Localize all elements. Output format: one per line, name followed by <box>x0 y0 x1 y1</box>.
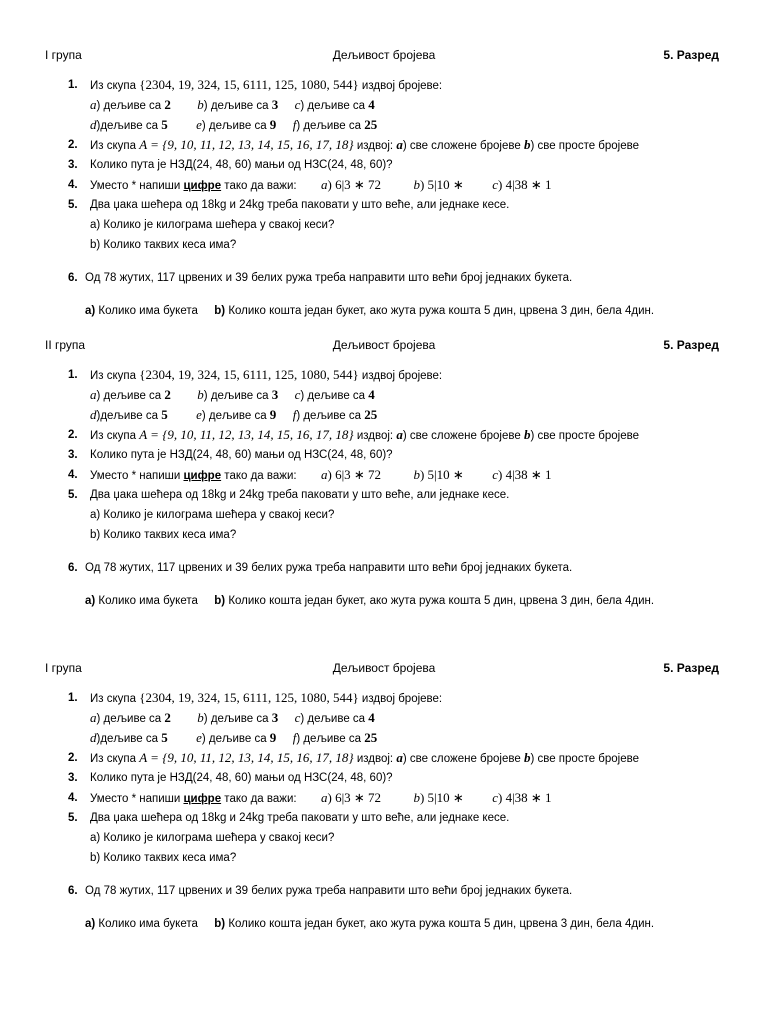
number-set: {2304, 19, 324, 15, 6111, 125, 1080, 544} <box>139 690 359 705</box>
group-label: I група <box>45 48 82 62</box>
question-5a: a) Колико је килограма шећера у свакој кеси? <box>90 832 335 844</box>
question-5b: b) Колико таквих кеса има? <box>90 852 237 864</box>
question-6: Од 78 жутих, 117 црвених и 39 белих ружа треба направити што већи број једнаких букета. <box>85 272 573 284</box>
item-number: 6. <box>68 885 78 897</box>
item-number: 5. <box>68 199 78 211</box>
question-5b: b) Колико таквих кеса има? <box>90 239 237 251</box>
item-number: 2. <box>68 752 78 764</box>
item-number: 5. <box>68 812 78 824</box>
question-4: Уместо * напиши цифре тако да важи: a) 6|3 ∗ 72 b) 5|10 ∗ c) 4|38 ∗ 1 <box>90 177 552 192</box>
worksheet-block-2 <box>0 338 768 638</box>
item-number: 1. <box>68 692 78 704</box>
set-a: A = {9, 10, 11, 12, 13, 14, 15, 16, 17, 18} <box>139 427 354 442</box>
grade-label: 5. Разред <box>663 661 719 675</box>
grade-label: 5. Разред <box>663 338 719 352</box>
item-number: 3. <box>68 449 78 461</box>
question-6-subparts: a) Колико има букета b) Колико кошта један букет, ако жута ружа кошта 5 дин, црвена 3 дин, бела 4дин. <box>85 918 655 930</box>
question-1: Из скупа {2304, 19, 324, 15, 6111, 125, 1080, 544} издвој бројеве: <box>90 77 443 92</box>
item-number: 4. <box>68 469 78 481</box>
question-1: Из скупа {2304, 19, 324, 15, 6111, 125, 1080, 544} издвој бројеве: <box>90 690 443 705</box>
question-2: Из скупа A = {9, 10, 11, 12, 13, 14, 15, 16, 17, 18} издвој: a) све сложене бројеве b) све просте бројеве <box>90 137 640 152</box>
worksheet-block-3 <box>0 661 768 961</box>
group-label: I група <box>45 661 82 675</box>
question-2: Из скупа A = {9, 10, 11, 12, 13, 14, 15, 16, 17, 18} издвој: a) све сложене бројеве b) све просте бројеве <box>90 427 640 442</box>
question-3: Колико пута је НЗД(24, 48, 60) мањи од НЗС(24, 48, 60)? <box>90 449 393 461</box>
question-6-subparts: a) Колико има букета b) Колико кошта један букет, ако жута ружа кошта 5 дин, црвена 3 дин, бела 4дин. <box>85 595 655 607</box>
question-1-options-row-2: d)дељиве са 5 e) дељиве са 9 f) дељиве са 25 <box>90 407 378 422</box>
question-3: Колико пута је НЗД(24, 48, 60) мањи од НЗС(24, 48, 60)? <box>90 159 393 171</box>
question-4: Уместо * напиши цифре тако да важи: a) 6|3 ∗ 72 b) 5|10 ∗ c) 4|38 ∗ 1 <box>90 790 552 805</box>
worksheet-block-1 <box>0 48 768 348</box>
question-4: Уместо * напиши цифре тако да важи: a) 6|3 ∗ 72 b) 5|10 ∗ c) 4|38 ∗ 1 <box>90 467 552 482</box>
question-3: Колико пута је НЗД(24, 48, 60) мањи од НЗС(24, 48, 60)? <box>90 772 393 784</box>
worksheet-title: Дељивост бројева <box>332 338 436 352</box>
question-5b: b) Колико таквих кеса има? <box>90 529 237 541</box>
set-a: A = {9, 10, 11, 12, 13, 14, 15, 16, 17, 18} <box>139 137 354 152</box>
item-number: 4. <box>68 792 78 804</box>
question-5: Два џака шећера од 18kg и 24kg треба паковати у што веће, али једнаке кесе. <box>90 199 510 211</box>
question-1: Из скупа {2304, 19, 324, 15, 6111, 125, 1080, 544} издвој бројеве: <box>90 367 443 382</box>
item-number: 5. <box>68 489 78 501</box>
group-label: II група <box>45 338 86 352</box>
question-1-options-row-2: d)дељиве са 5 e) дељиве са 9 f) дељиве са 25 <box>90 730 378 745</box>
set-a: A = {9, 10, 11, 12, 13, 14, 15, 16, 17, 18} <box>139 750 354 765</box>
worksheet-title: Дељивост бројева <box>332 48 436 62</box>
question-5: Два џака шећера од 18kg и 24kg треба паковати у што веће, али једнаке кесе. <box>90 812 510 824</box>
item-number: 6. <box>68 562 78 574</box>
question-1-options-row-1: a) дељиве са 2 b) дељиве са 3 c) дељиве са 4 <box>90 387 375 402</box>
question-6: Од 78 жутих, 117 црвених и 39 белих ружа треба направити што већи број једнаких букета. <box>85 885 573 897</box>
item-number: 2. <box>68 139 78 151</box>
question-2: Из скупа A = {9, 10, 11, 12, 13, 14, 15, 16, 17, 18} издвој: a) све сложене бројеве b) све просте бројеве <box>90 750 640 765</box>
question-1-options-row-1: a) дељиве са 2 b) дељиве са 3 c) дељиве са 4 <box>90 97 375 112</box>
worksheet-title: Дељивост бројева <box>332 661 436 675</box>
item-number: 4. <box>68 179 78 191</box>
item-number: 2. <box>68 429 78 441</box>
grade-label: 5. Разред <box>663 48 719 62</box>
question-6: Од 78 жутих, 117 црвених и 39 белих ружа треба направити што већи број једнаких букета. <box>85 562 573 574</box>
question-1-options-row-2: d)дељиве са 5 e) дељиве са 9 f) дељиве са 25 <box>90 117 378 132</box>
item-number: 1. <box>68 79 78 91</box>
question-1-options-row-1: a) дељиве са 2 b) дељиве са 3 c) дељиве са 4 <box>90 710 375 725</box>
item-number: 3. <box>68 159 78 171</box>
question-5a: a) Колико је килограма шећера у свакој кеси? <box>90 219 335 231</box>
question-6-subparts: a) Колико има букета b) Колико кошта један букет, ако жута ружа кошта 5 дин, црвена 3 дин, бела 4дин. <box>85 305 655 317</box>
question-5a: a) Колико је килограма шећера у свакој кеси? <box>90 509 335 521</box>
number-set: {2304, 19, 324, 15, 6111, 125, 1080, 544} <box>139 77 359 92</box>
item-number: 3. <box>68 772 78 784</box>
item-number: 6. <box>68 272 78 284</box>
item-number: 1. <box>68 369 78 381</box>
question-5: Два џака шећера од 18kg и 24kg треба паковати у што веће, али једнаке кесе. <box>90 489 510 501</box>
number-set: {2304, 19, 324, 15, 6111, 125, 1080, 544} <box>139 367 359 382</box>
